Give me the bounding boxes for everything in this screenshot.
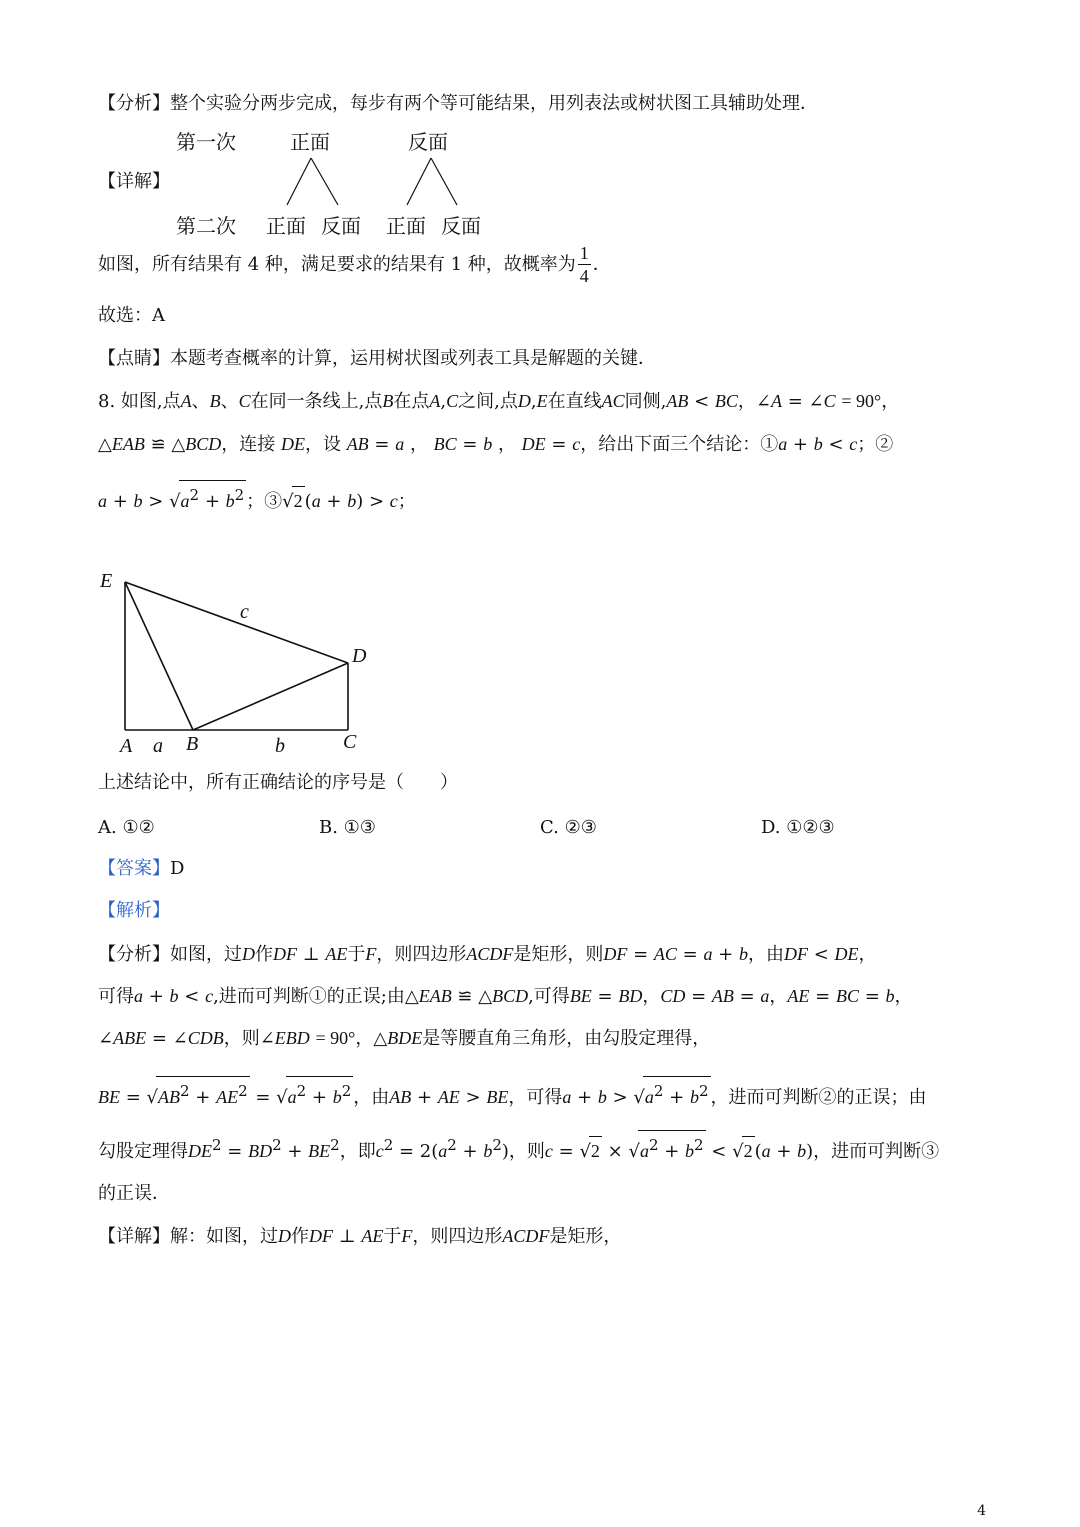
sol-line7: 【详解】解：如图，过D作DF ⊥ AE于F，则四边形ACDF是矩形， [98,1226,622,1247]
q8-text: 在点 [393,391,430,412]
tree-second-label: 第二次 [176,214,236,238]
fraction-numerator: 1 [579,243,589,263]
label-d: D [352,645,367,667]
comment-text: 【点睛】本题考查概率的计算，运用树状图或列表工具是解题的关键． [98,348,656,369]
sol-line2: 可得a + b < c,进而可判断①的正误;由△EAB ≌ △BCD,可得BE = BD，CD = AB = a，AE = BC = b， [98,986,913,1007]
label-side-b: b [275,735,285,757]
q8-text: 8. 如图,点 [98,391,181,412]
sol-text: 是矩形， [549,1226,622,1247]
sol-line5: 勾股定理得$DE^2 = BD^2 + BE^2$，即$c^2 = 2(a^2 + b^2)$，则$c = √2 \times √a^2 + b^2 < √2$ (a + b)，进而可判断③ [98,1130,939,1166]
q8-text: ，给出下面三个结论：① [580,434,779,455]
q8-text: ，连接 [221,434,276,455]
sol-text: 作 [255,944,273,965]
option-a[interactable]: A. ①② [98,817,155,838]
segment-ed [125,582,348,663]
sol-text: ，由 [747,944,784,965]
option-d[interactable]: D. ①②③ [761,817,835,838]
sol-text: 于 [347,944,366,965]
sol-line6: 的正误． [98,1183,170,1204]
choice-text: 故选：A [98,305,165,326]
answer-value: D [170,858,185,879]
explain-label: 【解析】 [98,900,170,921]
result-end: ． [592,253,611,275]
label-side-a: a [153,735,163,757]
answer-label: 【答案】 [98,858,170,879]
sol-text: ，进而可判断③ [813,1141,940,1162]
sol-text: ， [858,944,877,965]
branch-line [287,158,311,205]
sol-text: 是矩形，则 [513,944,604,965]
detail-label: 【详解】 [98,171,170,192]
q8-line2: △EAB ≌ △BCD，连接 DE，设 AB = a ， BC = b ， DE = c，给出下面三个结论：①a + b < c；② [98,434,894,455]
branch-line [311,158,338,205]
q8-text: ；③ [246,491,283,512]
sol-text: 是等腰直角三角形，由勾股定理得， [422,1028,711,1049]
sol-line4: BE = $√AB^2 + AE^2 = √a^2 + b^2$ ，由AB + AE > BE，可得$a + b > √a^2 + b^2$ ，进而可判断②的正误；由 [98,1076,927,1112]
q8-text: 之间,点 [458,391,518,412]
probability-fraction [578,242,591,287]
geometry-figure [90,560,390,760]
sol-text: 于 [383,1226,402,1247]
tree-leaf-back-2: 反面 [441,214,481,238]
option-c[interactable]: C. ②③ [540,817,597,838]
sol-text: 可得 [98,986,134,1007]
sol-text: ，可得 [508,1087,563,1108]
tree-top-front: 正面 [290,130,330,154]
sol-text: 作 [291,1226,309,1247]
tree-branches [0,0,1080,240]
question-tail: 上述结论中，所有正确结论的序号是（ ） [98,772,458,793]
q8-text: ； [397,491,416,512]
q8-text: ，设 [304,434,341,455]
q8-text: 在直线 [547,391,602,412]
sol-line1: 【分析】如图，过D作DF ⊥ AE于F，则四边形ACDF是矩形，则DF = AC = a + b，由DF < DE， [98,944,877,965]
label-c: C [343,731,357,753]
q8-line1: 8. 如图,点A、B、C在同一条线上,点B在点A,C之间,点D,E在直线AC同侧,AB < BC，∠A = ∠C = 90°， [98,391,900,412]
tree-top-back: 反面 [408,130,448,154]
sol-text: 【分析】如图，过 [98,944,242,965]
fraction-denominator: 4 [579,266,589,286]
segment-bd [193,663,348,730]
sol-text: ，则四边形 [412,1226,503,1247]
tree-leaf-front-1: 正面 [266,214,306,238]
result-text: 如图，所有结果有 4 种，满足要求的结果有 1 种，故概率为 [98,253,576,275]
tree-first-label: 第一次 [176,130,236,154]
sol-text: ，则 [223,1028,260,1049]
option-b[interactable]: B. ①③ [319,817,376,838]
q8-text: ；② [857,434,894,455]
page-number: 4 [977,1503,986,1519]
branch-line [407,158,431,205]
sol-text: ， [355,1028,374,1049]
sol-text: ，进而可判断②的正误；由 [710,1087,927,1108]
q8-text: 在同一条线上,点 [250,391,383,412]
sol-text: ，则 [508,1141,545,1162]
answer-line [98,855,184,883]
label-side-c: c [240,601,249,623]
tree-leaf-back-1: 反面 [321,214,361,238]
sol-text: ,进而可判断①的正误;由 [213,986,405,1007]
q8-line3: $a + b > √a^2 + b^2$ ；③√2 (a + b) > c； [98,480,416,516]
sol-text: ，即 [339,1141,376,1162]
q8-text: 同侧, [624,391,667,412]
sol-text: 【详解】解：如图，过 [98,1226,278,1247]
result-line [98,242,611,287]
sol-text: 勾股定理得 [98,1141,188,1162]
sol-text: ,可得 [528,986,570,1007]
sol-text: ，则四边形 [376,944,467,965]
label-b: B [186,733,199,755]
label-a: A [120,735,133,757]
label-e: E [100,570,113,592]
analysis-text: 【分析】整个实验分两步完成，每步有两个等可能结果，用列表法或树状图工具辅助处理． [98,93,818,114]
sol-line3: ∠ABE = ∠CDB，则∠EBD = 90°，△BDE是等腰直角三角形，由勾股定理得， [98,1028,711,1049]
sol-text: ，由 [353,1087,390,1108]
tree-leaf-front-2: 正面 [386,214,426,238]
branch-line [431,158,457,205]
segment-eb [125,582,193,730]
